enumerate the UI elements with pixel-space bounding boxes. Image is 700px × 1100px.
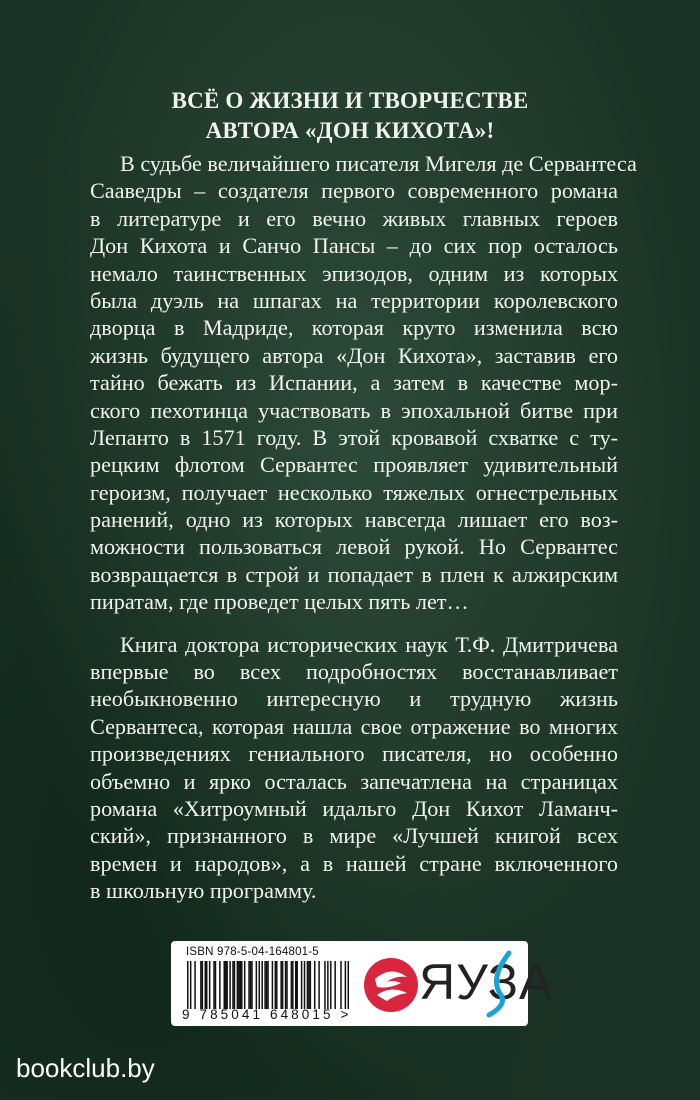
barcode-bar bbox=[272, 961, 274, 1009]
barcode-bar bbox=[266, 961, 268, 1009]
text-line: В судьбе величайшего писателя Мигеля де Сервантеса bbox=[120, 151, 637, 176]
text-line: жизнь будущего автора «Дон Кихота», заставив его bbox=[90, 342, 618, 368]
text-line: Книга доктора исторических наук Т.Ф. Дмитричева bbox=[120, 631, 618, 657]
barcode-bar bbox=[232, 961, 234, 1009]
barcode-bar bbox=[200, 961, 202, 1009]
barcode-bar bbox=[190, 961, 192, 1009]
barcode-bar bbox=[229, 961, 231, 1009]
text-line: необыкновенно интересную и трудную жизнь bbox=[90, 686, 618, 712]
barcode-bar bbox=[234, 961, 236, 1009]
barcode-bar bbox=[187, 961, 189, 1009]
barcode-bar bbox=[194, 961, 196, 1009]
isbn-label: ISBN 978-5-04-164801-5 bbox=[186, 946, 319, 958]
barcode-bar bbox=[285, 961, 287, 1009]
barcode-bar bbox=[282, 961, 284, 1009]
text-line: времен и народов», а в нашей стране включенного bbox=[90, 850, 618, 876]
barcode-bar bbox=[295, 961, 297, 1009]
barcode-bar bbox=[292, 961, 294, 1009]
text-line: рецким флотом Сервантес проявляет удивительный bbox=[90, 452, 618, 478]
barcode-bar bbox=[264, 961, 266, 1009]
barcode-bar bbox=[244, 961, 246, 1009]
publisher-logo-text: ЯУЗА bbox=[419, 954, 554, 1010]
text-line: героизм, получает несколько тяжелых огнестрельных bbox=[90, 479, 618, 505]
cover-heading bbox=[60, 86, 640, 146]
barcode-bar bbox=[276, 961, 278, 1009]
barcode-bar bbox=[206, 961, 208, 1009]
text-line: объемно и ярко осталась запечатлена на страницах bbox=[90, 768, 618, 794]
barcode-bar bbox=[237, 961, 239, 1009]
barcode-bar bbox=[256, 961, 258, 1009]
text-line: была дуэль на шпагах на территории королевского bbox=[90, 287, 618, 313]
text-line: дворца в Мадриде, которая круто изменила всю bbox=[90, 315, 618, 341]
barcode-bar bbox=[291, 961, 293, 1009]
barcode-digits: 9 785041 648015 > bbox=[182, 1007, 352, 1022]
text-line: ский», признанного в мире «Лучшей книгой всех bbox=[90, 823, 618, 849]
publisher-logo bbox=[361, 949, 554, 1019]
barcode-bar bbox=[314, 961, 316, 1009]
barcode-bar bbox=[275, 961, 277, 1009]
barcode-bar bbox=[225, 961, 227, 1009]
barcode-bar bbox=[248, 961, 250, 1009]
text-line: Сервантеса, которая нашла свое отражение во многих bbox=[90, 713, 618, 739]
barcode-bar bbox=[304, 961, 306, 1009]
barcode-panel bbox=[171, 941, 554, 1026]
annotation-text bbox=[90, 150, 637, 905]
text-line: можности пользоваться левой рукой. Но Сервантес bbox=[90, 534, 618, 560]
paragraph-1 bbox=[90, 150, 637, 616]
text-line: романа «Хитроумный идальго Дон Кихот Ламанч- bbox=[90, 795, 618, 821]
logo-swoosh-icon bbox=[479, 949, 519, 1019]
text-line: произведениях гениального писателя, но особенно bbox=[90, 741, 618, 767]
barcode-bar bbox=[205, 961, 207, 1009]
barcode-bar bbox=[296, 961, 298, 1009]
barcode-bar bbox=[240, 961, 242, 1009]
barcode-bar bbox=[267, 961, 269, 1009]
text-line: тайно бежать из Испании, а затем в качестве мор- bbox=[90, 370, 618, 396]
barcode-bar bbox=[261, 961, 263, 1009]
barcode-bar bbox=[308, 961, 310, 1009]
barcode-bar bbox=[219, 961, 221, 1009]
barcode-bar bbox=[301, 961, 303, 1009]
barcode-bar bbox=[223, 961, 225, 1009]
text-line: Дон Кихота и Санчо Пансы – до сих пор осталось bbox=[90, 233, 618, 259]
text-line: Сааведры – создателя первого современного романа bbox=[90, 178, 618, 204]
heading-line-1: ВСЁ О ЖИЗНИ И ТВОРЧЕСТВЕ bbox=[171, 88, 529, 113]
text-line: пиратам, где проведет целых пять лет… bbox=[90, 589, 469, 615]
heading-line-2: АВТОРА «ДОН КИХОТА»! bbox=[205, 118, 495, 143]
barcode-bar bbox=[286, 961, 288, 1009]
barcode-bar bbox=[340, 961, 342, 1009]
barcode-bar bbox=[318, 961, 320, 1009]
barcode-bar bbox=[345, 961, 347, 1009]
barcode-bar bbox=[250, 961, 252, 1009]
text-line: впервые во всех подробностях восстанавливает bbox=[90, 659, 618, 685]
barcode-bar bbox=[348, 961, 349, 1009]
barcode-bar bbox=[334, 961, 336, 1009]
barcode-bar bbox=[215, 961, 217, 1009]
text-line: Лепанто в 1571 году. В этой кровавой схватке с ту- bbox=[90, 424, 618, 450]
barcode-bar bbox=[327, 961, 329, 1009]
barcode-bar bbox=[310, 961, 312, 1009]
barcode-bar bbox=[251, 961, 253, 1009]
barcode-bar bbox=[202, 961, 204, 1009]
text-line: немало таинственных эпизодов, одним из которых bbox=[90, 260, 618, 286]
barcode-bar bbox=[259, 961, 261, 1009]
text-line: в школьную программу. bbox=[90, 878, 317, 904]
barcode-image bbox=[187, 961, 349, 1009]
text-line: ранений, одно из которых навсегда лишает его воз- bbox=[90, 507, 618, 533]
text-line: возвращается в строй и попадает в плен к алжирским bbox=[90, 561, 618, 587]
barcode-bar bbox=[280, 961, 282, 1009]
barcode-bar bbox=[213, 961, 215, 1009]
barcode-bar bbox=[241, 961, 243, 1009]
barcode-bar bbox=[226, 961, 228, 1009]
barcode-bar bbox=[307, 961, 309, 1009]
barcode-bar bbox=[330, 961, 332, 1009]
publisher-emblem-icon bbox=[361, 949, 421, 1019]
footer-website: bookclub.by bbox=[16, 1053, 155, 1083]
paragraph-2 bbox=[90, 631, 618, 905]
barcode-bar bbox=[209, 961, 211, 1009]
barcode-bar bbox=[238, 961, 240, 1009]
barcode-bar bbox=[324, 961, 326, 1009]
text-line: в литературе и его вечно живых главных героев bbox=[90, 205, 618, 231]
text-line: ского пехотинца участвовать в эпохальной битве при bbox=[90, 397, 618, 423]
